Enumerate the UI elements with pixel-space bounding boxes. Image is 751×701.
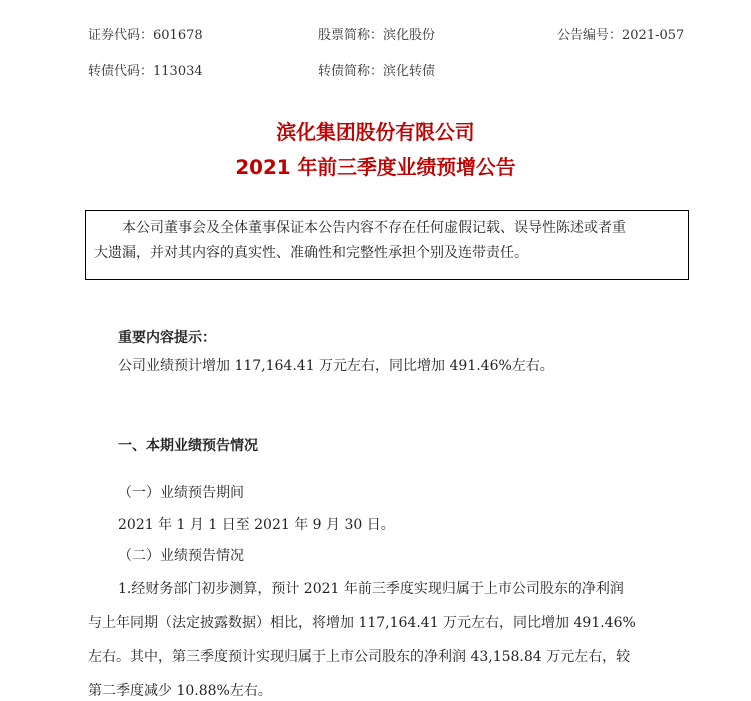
stock-name: 股票简称：滨化股份 (318, 28, 436, 43)
bond-code: 转债代码：113034 (88, 64, 203, 79)
paragraph-line: 与上年同期（法定披露数据）相比，将增加 117,164.41 万元左右，同比增加 491.46% (88, 615, 636, 631)
subsection-heading: （二）业绩预告情况 (118, 548, 244, 564)
period-text: 2021 年 1 月 1 日至 2021 年 9 月 30 日。 (118, 517, 395, 533)
paragraph-line: 1.经财务部门初步测算，预计 2021 年前三季度实现归属于上市公司股东的净利润 (118, 581, 624, 597)
highlights-text: 公司业绩预计增加 117,164.41 万元左右，同比增加 491.46%左右。 (118, 358, 554, 374)
announcement-number: 公告编号：2021-057 (557, 28, 685, 43)
disclaimer-line: 大遗漏，并对其内容的真实性、准确性和完整性承担个别及连带责任。 (94, 245, 528, 261)
announcement-title: 2021 年前三季度业绩预增公告 (235, 156, 516, 179)
paragraph-line: 第二季度减少 10.88%左右。 (88, 683, 272, 699)
company-title: 滨化集团股份有限公司 (276, 121, 475, 144)
paragraph-line: 左右。其中，第三季度预计实现归属于上市公司股东的净利润 43,158.84 万元左右，较 (88, 649, 631, 665)
disclaimer-box (85, 210, 689, 280)
stock-code: 证券代码：601678 (88, 28, 203, 43)
subsection-heading: （一）业绩预告期间 (118, 485, 244, 501)
section-heading: 一、本期业绩预告情况 (118, 438, 258, 454)
disclaimer-line: 本公司董事会及全体董事保证本公告内容不存在任何虚假记载、误导性陈述或者重 (122, 220, 626, 236)
highlights-heading: 重要内容提示： (118, 330, 216, 346)
bond-name: 转债简称：滨化转债 (318, 64, 436, 79)
